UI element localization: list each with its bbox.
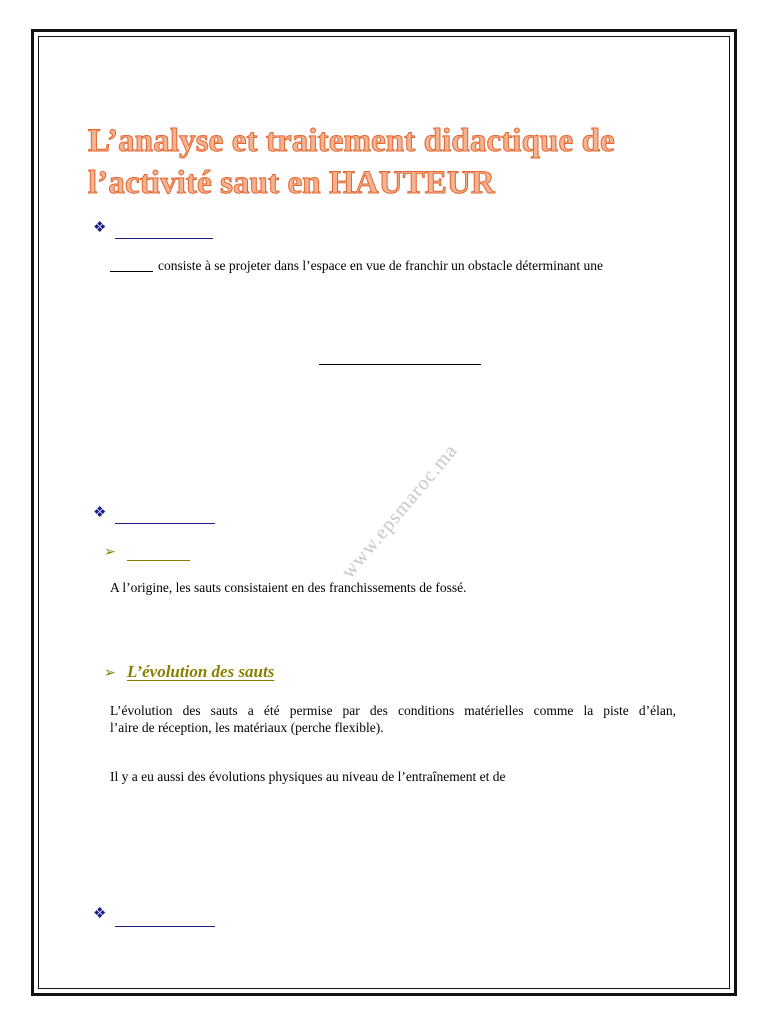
section-1-paragraph: consiste à se projeter dans l’espace en vue de franchir un obstacle déterminant une xyxy=(158,258,603,273)
subsection-2-paragraph-2: Il y a eu aussi des évolutions physiques au niveau de l’entraînement et de xyxy=(110,769,506,784)
title-line-1: L’analyse et traitement didactique de xyxy=(88,123,615,159)
subsection-2-heading: L’évolution des sauts xyxy=(127,662,275,681)
subsection-1-heading-blank xyxy=(127,560,190,561)
subsection-1-paragraph: A l’origine, les sauts consistaient en des franchissements de fossé. xyxy=(110,580,467,595)
diamond-cluster-icon: ❖ xyxy=(93,220,107,236)
arrow-right-icon: ➢ xyxy=(104,544,116,560)
section-3-heading-blank xyxy=(115,926,215,927)
title-line-2: l’activité saut en HAUTEUR xyxy=(88,165,495,201)
page-title xyxy=(88,120,708,204)
section-2-heading-blank xyxy=(115,523,215,524)
section-1-heading-blank xyxy=(115,238,213,239)
subsection-2-paragraph-line-1: L’évolution des sauts a été permise par des conditions matérielles comme la piste d’élan, xyxy=(110,703,676,718)
arrow-right-icon: ➢ xyxy=(104,665,116,681)
section-1-term-blank xyxy=(110,271,153,272)
watermark: www.epsmaroc.ma xyxy=(337,439,463,583)
subsection-2-paragraph-line-2: l’aire de réception, les matériaux (perche flexible). xyxy=(110,720,384,735)
section-1-center-blank xyxy=(319,364,481,365)
diamond-cluster-icon: ❖ xyxy=(93,906,107,922)
diamond-cluster-icon: ❖ xyxy=(93,505,107,521)
